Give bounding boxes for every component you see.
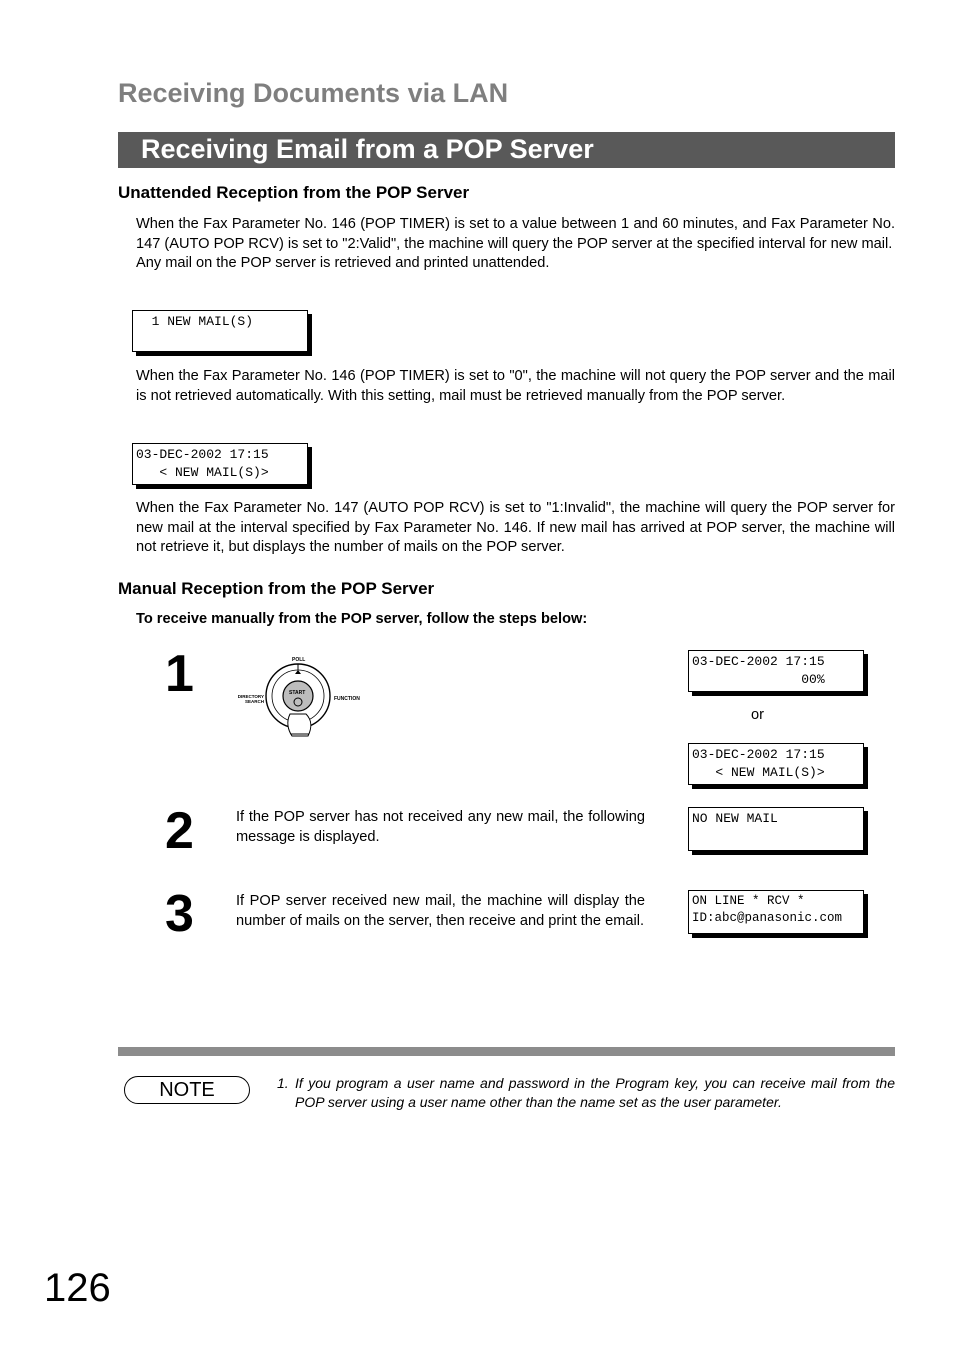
panel-label-poll: POLL [292, 657, 306, 663]
section-title: Receiving Email from a POP Server [141, 134, 594, 164]
chapter-title: Receiving Documents via LAN [118, 78, 509, 108]
lcd-display-step1-option-a [688, 650, 864, 692]
note-item-text: If you program a user name and password in the Program key, you can receive mail from the POP server using a user name other than the name set as the user parameter. [295, 1075, 895, 1110]
unattended-paragraph-2: When the Fax Parameter No. 146 (POP TIMER) is set to "0", the machine will not query the POP server and the mail is not retrieved automatically. With this setting, mail must be retrieved manually from the POP server. [136, 368, 895, 404]
note-item-number: 1. [277, 1075, 289, 1091]
lcd-display-online-receive [688, 890, 864, 934]
step-3-text: If POP server received new mail, the machine will display the number of mails on the server, then receive and print the email. [236, 893, 645, 929]
lcd-line-1: ON LINE * RCV * [692, 894, 805, 908]
step-1-number: 1 [165, 645, 194, 703]
note-divider [118, 1047, 895, 1056]
lcd-line-1: 1 NEW MAIL(S) [136, 314, 254, 329]
manual-heading: Manual Reception from the POP Server [118, 579, 435, 598]
or-label: or [751, 707, 764, 723]
lcd-line-2: 00% [692, 672, 825, 687]
lcd-line-1: 03-DEC-2002 17:15 [136, 447, 269, 462]
lcd-line-2: < NEW MAIL(S)> [136, 465, 269, 480]
panel-label-function: FUNCTION [334, 696, 360, 702]
control-panel-start-illustration [236, 656, 360, 740]
lcd-line-2: < NEW MAIL(S)> [692, 765, 825, 780]
lcd-line-1: 03-DEC-2002 17:15 [692, 654, 825, 669]
step-2-number: 2 [165, 802, 194, 860]
unattended-paragraph-1-extra: Any mail on the POP server is retrieved and printed unattended. [136, 255, 550, 271]
page-number: 126 [44, 1266, 111, 1310]
unattended-heading: Unattended Reception from the POP Server [118, 183, 470, 202]
unattended-paragraph-3: When the Fax Parameter No. 147 (AUTO POP RCV) is set to "1:Invalid", the machine will query the POP server for new mail at the interval specified by Fax Parameter No. 146. If new mail has arrived at POP server, the machine will not retrieve it, but displays the number of mails on the POP server. [136, 500, 895, 555]
lcd-display-new-mail-count [132, 310, 308, 352]
panel-label-directory-search: DIRECTORY SEARCH [237, 694, 264, 704]
unattended-paragraph-1-main: When the Fax Parameter No. 146 (POP TIMER) is set to a value between 1 and 60 minutes, and Fax Parameter No. 147 (AUTO POP RCV) is set to "2:Valid", the machine will query the POP server at the specified interval for new mail. [136, 216, 895, 252]
lcd-line-1: NO NEW MAIL [692, 811, 778, 826]
panel-label-start: START [289, 690, 306, 696]
note-item [277, 1074, 895, 1111]
section-title-bar [118, 132, 895, 168]
manual-instruction: To receive manually from the POP server, follow the steps below: [136, 611, 588, 627]
step-2-text: If the POP server has not received any new mail, the following message is displayed. [236, 809, 645, 845]
unattended-paragraph-1 [136, 215, 895, 274]
lcd-display-no-new-mail [688, 807, 864, 851]
lcd-line-2: ID:abc@panasonic.com [692, 911, 843, 925]
lcd-display-step1-option-b [688, 743, 864, 785]
lcd-line-1: 03-DEC-2002 17:15 [692, 747, 825, 762]
step-3-number: 3 [165, 885, 194, 943]
lcd-display-standby-new-mail [132, 443, 308, 485]
note-label: NOTE [124, 1076, 250, 1104]
